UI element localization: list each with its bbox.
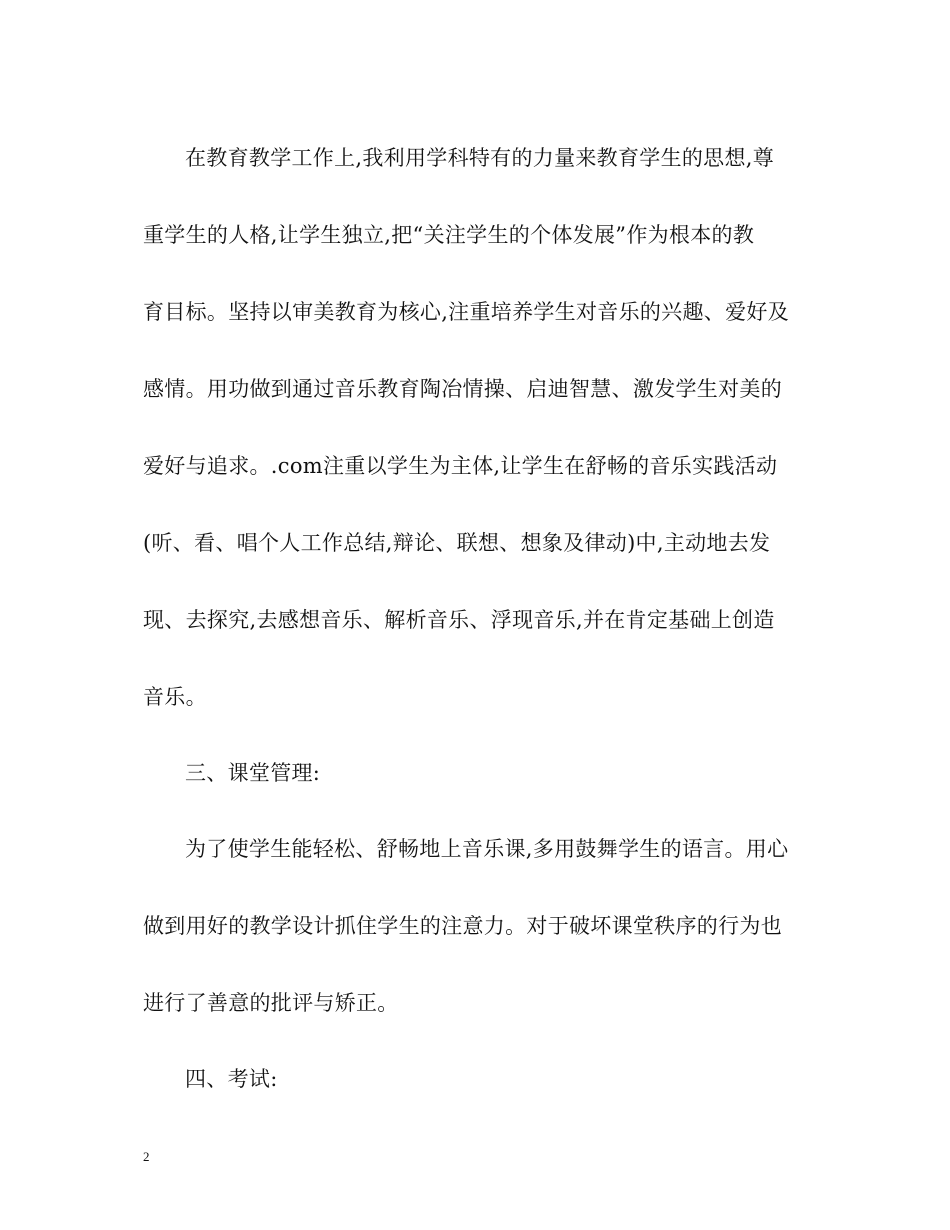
text-line: 感情。用功做到通过音乐教育陶冶情操、启迪智慧、激发学生对美的 xyxy=(143,377,782,401)
heading-classroom-management xyxy=(143,753,811,793)
paragraph-classroom-management xyxy=(143,829,811,1023)
body-text xyxy=(143,138,811,1099)
text-line: 为了使学生能轻松、舒畅地上音乐课,多用鼓舞学生的语言。用心 xyxy=(185,837,789,861)
text-line: 育目标。坚持以审美教育为核心,注重培养学生对音乐的兴趣、爱好及 xyxy=(143,300,789,324)
text-line: 音乐。 xyxy=(143,685,207,709)
section-heading: 三、课堂管理: xyxy=(185,761,321,785)
heading-exam xyxy=(143,1059,811,1099)
section-heading: 四、考试: xyxy=(185,1067,278,1091)
text-line: 重学生的人格,让学生独立,把“关注学生的个体发展”作为根本的教 xyxy=(143,223,755,247)
text-line: 进行了善意的批评与矫正。 xyxy=(143,991,399,1015)
text-line: 现、去探究,去感想音乐、解析音乐、浮现音乐,并在肯定基础上创造 xyxy=(143,608,775,632)
text-line: 在教育教学工作上,我利用学科特有的力量来教育学生的思想,尊 xyxy=(185,146,775,170)
text-line: 做到用好的教学设计抓住学生的注意力。对于破坏课堂秩序的行为也 xyxy=(143,914,782,938)
text-line: 爱好与追求。.com注重以学生为主体,让学生在舒畅的音乐实践活动 xyxy=(143,454,778,478)
text-line: (听、看、唱个人工作总结,辩论、联想、想象及律动)中,主动地去发 xyxy=(143,531,771,555)
paragraph-teaching-work xyxy=(143,138,811,717)
page-number: 2 xyxy=(143,1149,150,1164)
